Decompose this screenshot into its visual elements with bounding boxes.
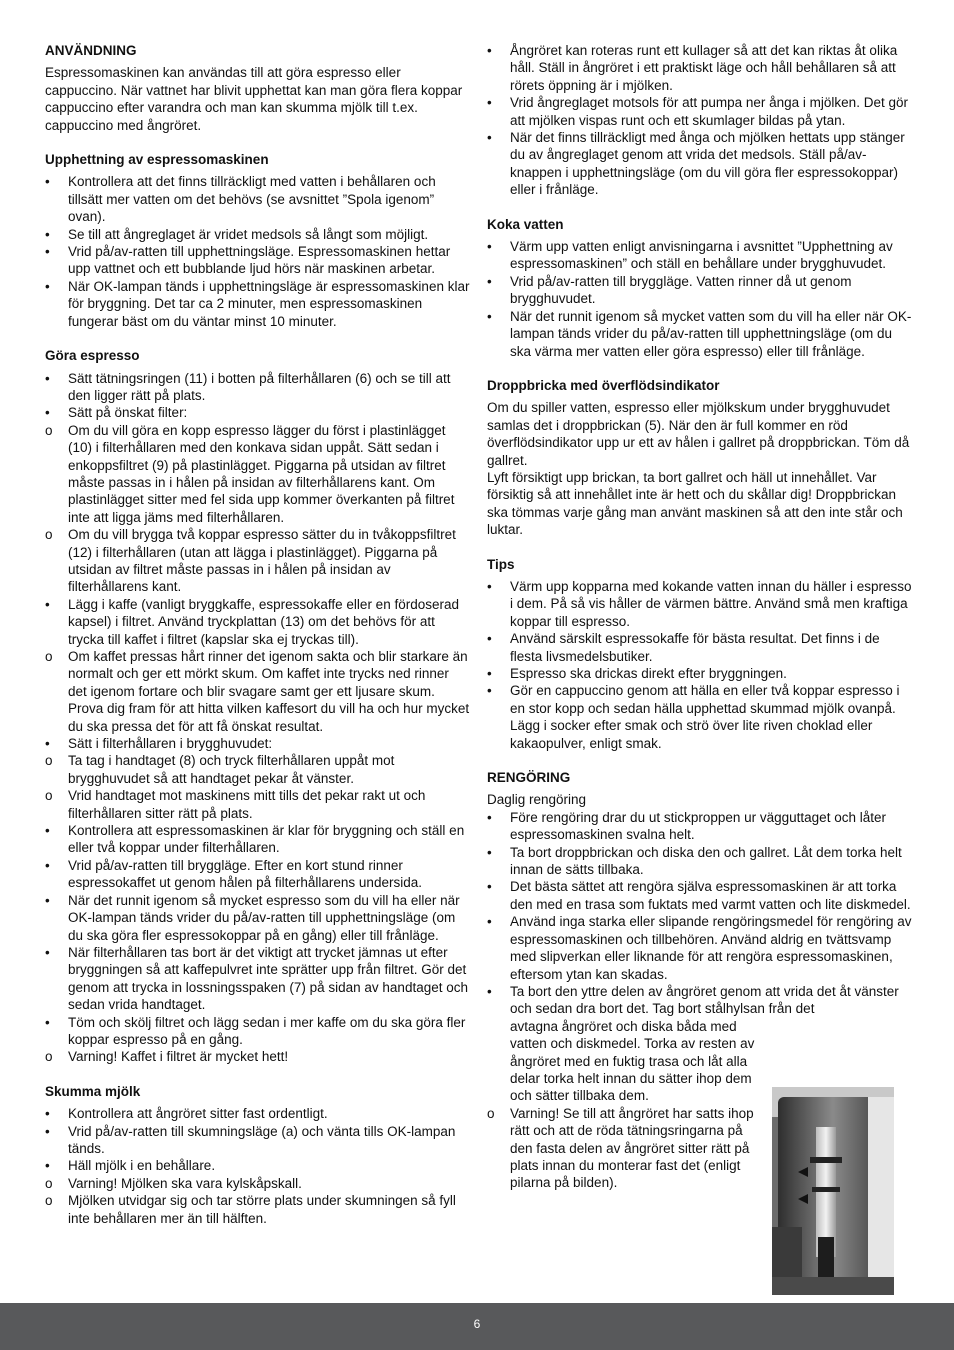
section-title: Göra espresso [45,348,140,364]
section-droppbricka [487,377,912,539]
list-item-text: Sätt tätningsringen (11) i botten på filterhållaren (6) och se till att den ligger rätt på plats. [68,370,451,403]
list-item [45,944,470,1014]
list-item [45,787,470,822]
bullet-list [487,578,912,752]
bullet-marker: o [45,422,53,438]
left-column [45,42,470,1244]
section-title: ANVÄNDNING [45,43,137,58]
list-item-text: Använd inga starka eller slipande rengöringsmedel för rengöring av espressomaskinen och tillbehören. Använd aldrig en tvättsvamp med slipverkan eller liknande för att rengöra espressomaskinen, eftersom ytan kan skadas. [510,914,912,982]
bullet-marker: • [487,43,492,58]
bullet-marker: • [487,273,492,289]
list-item-text: Töm och skölj filtret och lägg sedan i mer kaffe om du ska göra fler koppar espresso på en gång. [68,1014,466,1047]
list-item-text: Se till att ångreglaget är vridet medsols så långt som möjligt. [68,226,429,242]
list-item-text: Kontrollera att ångröret sitter fast ordentligt. [68,1106,328,1122]
list-item-text: När det runnit igenom så mycket vatten som du vill ha eller när OK-lampan tänds vrider du på/av-ratten till upphettningsläge (om du ska värma mer vatten eller göra espresso) eller till frånläge. [510,308,912,359]
list-item [45,596,470,648]
list-item-text: När OK-lampan tänds i upphettningsläge är espressomaskinen klar för bryggning. Det tar ca 2 minuter, men espressomaskinen fungerar bäst om du väntar minst 10 minuter. [68,278,470,329]
list-item-text: Om du vill göra en kopp espresso lägger du först i plastinlägget (10) i filterhållaren med den konkava sidan uppåt. Sätt sedan i enkoppsfiltret (9) på plastinlägget. Piggarna på utsidan av filtret måste passas in i hålen på insidan av filterhållarens kant. Om plastinlägget sitter med fel sida upp kommer överkanten på filtret inte att ligga jäms med filterhållaren. [68,422,455,525]
list-item [45,752,470,787]
section-skumma-continued [487,42,912,199]
bullet-marker: • [487,683,492,699]
list-item-text: avtagna ångröret och diska båda med vatten och diskmedel. Torka av resten av ångröret med en fuktig trasa och låt alla delar torka helt innan du sätter ihop dem och sätter tillbaka dem. [510,1018,755,1104]
list-item [45,1192,470,1227]
list-item [487,273,912,308]
list-item-text: När filterhållaren tas bort är det viktigt att trycket jämnas ut efter bryggningen så att kaffepulvret inte sprätter upp från filtret. Gör det genom att trycka in lossningsspaken (7) på sidan av handtaget och sedan vrida handtaget. [68,944,468,1013]
bullet-marker: • [45,857,50,873]
list-item [487,665,912,682]
bullet-marker: • [487,666,492,681]
list-item-text: Varning! Mjölken ska vara kylskåpskall. [68,1175,302,1191]
page-footer [0,1303,954,1350]
page-number: 6 [473,1317,481,1331]
list-item-text: Ångröret kan roteras runt ett kullager så att det kan riktas åt olika håll. Ställ in ångröret i ett praktiskt läge och håll behållaren så att rörets öppning är i mjölken. [510,43,898,93]
bullet-marker: • [487,844,492,860]
bullet-marker: • [45,370,50,386]
section-title: Upphettning av espressomaskinen [45,152,269,168]
list-item [45,243,470,278]
bullet-marker: • [487,914,492,930]
list-item [45,226,470,243]
list-item-text: När det runnit igenom så mycket espresso som du vill ha eller när OK-lampan tänds vrider du på/av-ratten till upphettningsläge (om du ska göra fler espressokoppar på en gång) eller till frånläge. [68,892,460,943]
paragraph: Lyft försiktigt upp brickan, ta bort gallret och häll ut innehållet. Var försiktig så att innehållet inte är hett och du skållar dig! Droppbrickan ska tömmas varje gång man använt maskinen så att den inte står och luktar. [487,469,903,538]
list-item [45,1157,470,1174]
list-item-text: Kontrollera att espressomaskinen är klar för bryggning och ställ en eller två koppar under filterhållaren. [68,823,465,856]
list-item-text: Vrid handtaget mot maskinens mitt tills det pekar rakt ut och filterhållaren sitter rätt på plats. [68,788,426,821]
bullet-marker: • [45,736,50,752]
list-item-text: Häll mjölk i en behållare. [68,1158,216,1174]
bullet-marker: • [45,174,50,190]
bullet-marker: • [45,892,50,908]
list-item-text: Varning! Se till att ångröret har satts ihop rätt och att de röda tätningsringarna på den fasta delen av ångröret sitter rätt på plats innan du monterar fast det (enligt pilarna på bilden). [510,1105,754,1191]
list-item [487,809,912,844]
list-item [45,1014,470,1049]
list-item-text: Sätt på önskat filter: [68,405,188,421]
list-item [45,892,470,944]
bullet-list [487,809,912,983]
list-item [487,238,912,273]
list-item-text: Lägg i kaffe (vanligt bryggkaffe, espressokaffe eller en fördoserad kapsel) i filtret. Använd tryckplattan (13) om det behövs för att trycka till kaffet i filtret (kapslar ska ej tryckas till). [68,596,459,647]
bullet-marker: o [45,1049,53,1065]
section-anvandning [45,42,470,134]
section-koka-vatten [487,216,912,360]
bullet-list [45,173,470,330]
section-gora-espresso [45,347,470,1066]
bullet-list [45,370,470,1066]
list-item-text: Värm upp vatten enligt anvisningarna i avsnittet ”Upphettning av espressomaskinen” och ställ en behållare under brygghuvudet. [510,239,893,272]
list-item-text: När det finns tillräckligt med ånga och mjölken hettats upp stänger du av ångreglaget genom att vrida det medsols. Ställ på/av-knappen i upphettningsläge (om du vill göra fler espressokoppar) eller i frånläge. [510,130,905,198]
right-column [487,42,912,1209]
list-item-text: Kontrollera att det finns tillräckligt med vatten i behållaren och tillsätt mer vatten om det behövs (se avsnittet ”Spola igenom” ovan). [68,174,436,225]
paragraph: Espressomaskinen kan användas till att göra espresso eller cappuccino. När vattnet har blivit upphettat kan man göra flera koppar cappuccino efter varandra och man kan skumma mjölk till t.ex. cappuccino med ångröret. [45,65,463,133]
bullet-marker: • [45,1106,50,1122]
list-item [487,578,912,630]
list-item-text: Vrid på/av-ratten till skumningsläge (a) och vänta tills OK-lampan tänds. [68,1123,456,1156]
section-skumma-mjolk [45,1083,470,1227]
list-item [45,857,470,892]
bullet-marker: • [45,944,50,960]
list-item [487,913,912,983]
bullet-marker: • [45,405,50,421]
list-item [45,1105,470,1122]
bullet-list [487,238,912,360]
list-item [45,404,470,421]
list-item [45,1048,470,1065]
bullet-marker: • [45,1123,50,1139]
list-item [45,526,470,596]
list-item [45,173,470,225]
list-item-text: Ta tag i handtaget (8) och tryck filterhållaren uppåt mot brygghuvudet så att handtaget pekar åt vänster. [68,753,395,786]
list-item [487,94,912,129]
list-item-text: Gör en cappuccino genom att hälla en eller två koppar espresso i en stor kopp och sedan hälla upphettad skummad mjölk ovanpå. Lägg i socker efter smak och strö över lite riven choklad eller kakaopulver, enligt smak. [510,683,900,751]
list-item-text: Vrid på/av-ratten till upphettningsläge. Espressomaskinen hettar upp vattnet och ett bubblande ljud hörs när maskinen arbetar. [68,244,451,277]
bullet-marker: o [45,527,53,543]
list-item-text: Vrid på/av-ratten till bryggläge. Efter en kort stund rinner espressokaffet ut genom hålen på filterhållarens undersida. [68,857,422,891]
list-item [487,308,912,360]
subsection-title: Daglig rengöring [487,792,587,808]
list-item-text: Vrid ångreglaget motsols för att pumpa ner ånga i mjölken. Det gör att mjölken vispas runt och ett skumlager bildas på ytan. [510,95,908,128]
list-item [487,844,912,879]
bullet-marker: • [45,278,50,294]
list-item [487,878,912,913]
list-item-text: Varning! Kaffet i filtret är mycket hett! [68,1049,289,1065]
list-item-text: Använd särskilt espressokaffe för bästa resultat. Det finns i de flesta livsmedelsbutiker. [510,631,880,664]
list-item [45,370,470,405]
list-item [487,129,912,199]
bullet-marker: o [45,753,53,769]
list-item-text: Ta bort den yttre delen av ångröret genom att vrida det åt vänster och sedan dra bort det. Tag bort stålhylsan från det [510,983,899,1017]
bullet-marker: • [45,596,50,612]
bullet-marker: • [487,239,492,255]
list-item [45,1175,470,1192]
list-item-text: Espresso ska drickas direkt efter bryggningen. [510,666,787,681]
bullet-marker: o [487,1105,495,1121]
section-title: Koka vatten [487,216,564,232]
list-item-text: Vrid på/av-ratten till bryggläge. Vatten rinner då ut genom brygghuvudet. [510,273,852,307]
bullet-marker: o [45,649,53,664]
section-upphettning [45,151,470,330]
bullet-marker: • [45,244,50,260]
section-tips [487,556,912,752]
bullet-marker: • [487,809,492,825]
list-item [487,630,912,665]
bullet-marker: • [45,823,50,839]
list-item-text: Om du vill brygga två koppar espresso sätter du in tvåkoppsfiltret (12) i filterhållaren (utan att lägga i plastinlägget). Piggarna på utsidan av filtret måste passas in i hålen på insidan av filterhållarens kant. [68,527,456,595]
section-title: Skumma mjölk [45,1083,141,1099]
list-item [45,278,470,330]
section-title: Droppbricka med överflödsindikator [487,377,720,393]
list-item-text: Om kaffet pressas hårt rinner det igenom sakta och blir starkare än normalt och ger ett mörkt skum. Om kaffet inte trycks ned rinner det igenom fortare och blir svagare samt ger ett ljusare skum. Prova dig fram för att hitta vilken kaffesort du vill ha och hur mycket du ska pressa det för att få önskat resultat. [68,649,470,734]
list-item-text: Det bästa sättet att rengöra själva espressomaskinen är att torka den med en trasa som fuktats med varmt vatten och lite diskmedel. [510,879,911,912]
list-item [45,822,470,857]
list-item-text: Värm upp kopparna med kokande vatten innan du häller i espresso i dem. På så vis håller de värmen bättre. Använd små men kraftiga koppar till espresso. [510,578,912,629]
bullet-marker: • [45,226,50,242]
bullet-marker: • [45,1158,50,1174]
list-item-text: Före rengöring drar du ut stickproppen ur vägguttaget och låter espressomaskinen svalna helt. [510,809,886,843]
list-item [45,422,470,526]
section-title: Tips [487,556,515,572]
bullet-marker: o [45,1175,53,1191]
list-item [45,1123,470,1158]
bullet-marker: • [487,308,492,324]
bullet-marker: o [45,1193,53,1209]
bullet-marker: • [487,983,492,999]
bullet-marker: • [487,95,492,111]
section-title: RENGÖRING [487,770,571,786]
steam-wand-photo [772,1087,894,1295]
list-item-text: Ta bort droppbrickan och diska den och gallret. Låt dem torka helt innan de sätts tillbaka. [510,844,902,878]
bullet-marker: o [45,788,53,804]
steam-wand-illustration [772,1087,894,1295]
list-item [45,648,470,735]
bullet-marker: • [487,631,492,647]
list-item-text: Mjölken utvidgar sig och tar större plats under skumningen så fyll inte behållaren mer än till hälften. [68,1193,456,1226]
bullet-marker: • [487,130,492,146]
bullet-list [45,1105,470,1227]
paragraph: Om du spiller vatten, espresso eller mjölkskum under brygghuvudet samlas det i droppbrickan (5). När den är full kommer en röd överflödsindikator upp ur ett av hålen i gallret på droppbrickan. Töm då gallret. [487,400,910,468]
list-item [487,42,912,94]
bullet-marker: • [487,879,492,895]
list-item [45,735,470,752]
bullet-marker: • [45,1014,50,1030]
bullet-list [487,42,912,199]
list-item [487,682,912,752]
list-item-text: Sätt i filterhållaren i brygghuvudet: [68,736,273,752]
bullet-marker: • [487,578,492,594]
